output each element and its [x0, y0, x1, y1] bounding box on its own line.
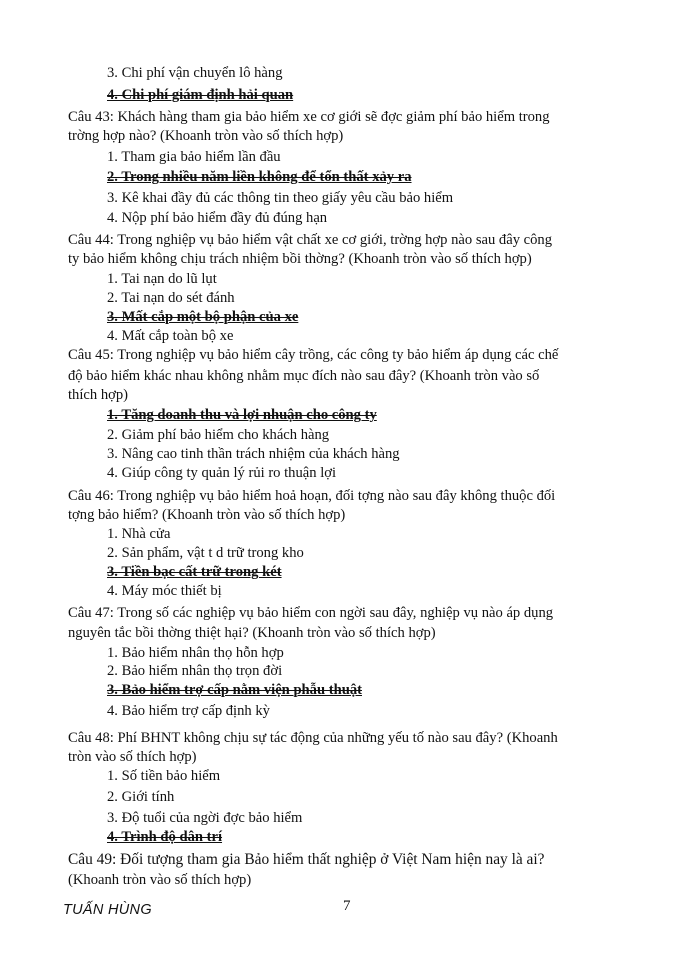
option-48-3: 3. Độ tuổi của ngời đợc bảo hiểm — [107, 810, 303, 826]
line-01: 3. Chi phí vận chuyển lô hàng — [107, 65, 283, 81]
option-44-4: 4. Mất cắp toàn bộ xe — [107, 328, 234, 344]
question-45-cont2: thích hợp) — [68, 387, 128, 403]
option-43-3: 3. Kê khai đầy đủ các thông tin theo giấy yêu cầu bảo hiểm — [107, 190, 454, 206]
option-48-2: 2. Giới tính — [107, 789, 175, 805]
option-46-1: 1. Nhà cửa — [107, 526, 171, 542]
question-46: Câu 46: Trong nghiệp vụ bảo hiểm hoả hoạn, đối tợng nào sau đây không thuộc đối — [68, 488, 556, 504]
question-46-cont: tợng bảo hiểm? (Khoanh tròn vào số thích hợp) — [68, 507, 346, 523]
option-43-1: 1. Tham gia bảo hiểm lần đầu — [107, 149, 281, 165]
question-45-cont: độ bảo hiểm khác nhau không nhằm mục đích nào sau đây? (Khoanh tròn vào số — [68, 368, 540, 384]
option-47-2: 2. Bảo hiểm nhân thọ trọn đời — [107, 663, 283, 679]
option-46-3-answer: 3. Tiền bạc cất trữ trong két — [107, 564, 282, 580]
page-number: 7 — [343, 898, 351, 914]
question-43: Câu 43: Khách hàng tham gia bảo hiểm xe cơ giới sẽ đợc giảm phí bảo hiểm trong — [68, 109, 550, 125]
option-48-1: 1. Số tiền bảo hiểm — [107, 768, 221, 784]
question-48: Câu 48: Phí BHNT không chịu sự tác động của những yếu tố nào sau đây? (Khoanh — [68, 730, 558, 746]
option-44-1: 1. Tai nạn do lũ lụt — [107, 271, 217, 287]
option-45-2: 2. Giảm phí bảo hiểm cho khách hàng — [107, 427, 330, 443]
question-47-cont: nguyên tắc bồi thờng thiệt hại? (Khoanh tròn vào số thích hợp) — [68, 625, 436, 641]
question-45: Câu 45: Trong nghiệp vụ bảo hiểm cây trồng, các công ty bảo hiểm áp dụng các chế — [68, 347, 559, 363]
option-43-2-answer: 2. Trong nhiều năm liền không để tổn thất xảy ra — [107, 169, 412, 185]
option-47-4: 4. Bảo hiểm trợ cấp định kỳ — [107, 703, 270, 719]
option-44-3-answer: 3. Mất cắp một bộ phận của xe — [107, 309, 299, 325]
option-45-4: 4. Giúp công ty quản lý rủi ro thuận lợi — [107, 465, 337, 481]
question-43-cont: trờng hợp nào? (Khoanh tròn vào số thích hợp) — [68, 128, 344, 144]
option-45-1-answer: 1. Tăng doanh thu và lợi nhuận cho công ty — [107, 407, 377, 423]
question-49-cont: (Khoanh tròn vào số thích hợp) — [68, 872, 252, 888]
question-48-cont: tròn vào số thích hợp) — [68, 749, 197, 765]
option-46-4: 4. Máy móc thiết bị — [107, 583, 222, 599]
option-47-1: 1. Bảo hiểm nhân thọ hỗn hợp — [107, 645, 284, 661]
option-44-2: 2. Tai nạn do sét đánh — [107, 290, 235, 306]
line-02: 4. Chi phí giám định hải quan — [107, 87, 294, 103]
option-43-4: 4. Nộp phí bảo hiểm đầy đủ đúng hạn — [107, 210, 328, 226]
question-47: Câu 47: Trong số các nghiệp vụ bảo hiểm con ngời sau đây, nghiệp vụ nào áp dụng — [68, 605, 554, 621]
question-49: Câu 49: Đối tượng tham gia Bảo hiểm thất nghiệp ở Việt Nam hiện nay là ai? — [68, 851, 545, 868]
option-47-3-answer: 3. Bảo hiểm trợ cấp nằm viện phẫu thuật — [107, 682, 362, 698]
option-45-3: 3. Nâng cao tinh thần trách nhiệm của khách hàng — [107, 446, 400, 462]
footer-author: TUẤN HÙNG — [63, 902, 152, 918]
option-46-2: 2. Sản phẩm, vật t d trữ trong kho — [107, 545, 304, 561]
question-44: Câu 44: Trong nghiệp vụ bảo hiểm vật chất xe cơ giới, trờng hợp nào sau đây công — [68, 232, 553, 248]
option-48-4-answer: 4. Trình độ dân trí — [107, 829, 223, 845]
question-44-cont: ty bảo hiểm không chịu trách nhiệm bồi thờng? (Khoanh tròn vào số thích hợp) — [68, 251, 532, 267]
